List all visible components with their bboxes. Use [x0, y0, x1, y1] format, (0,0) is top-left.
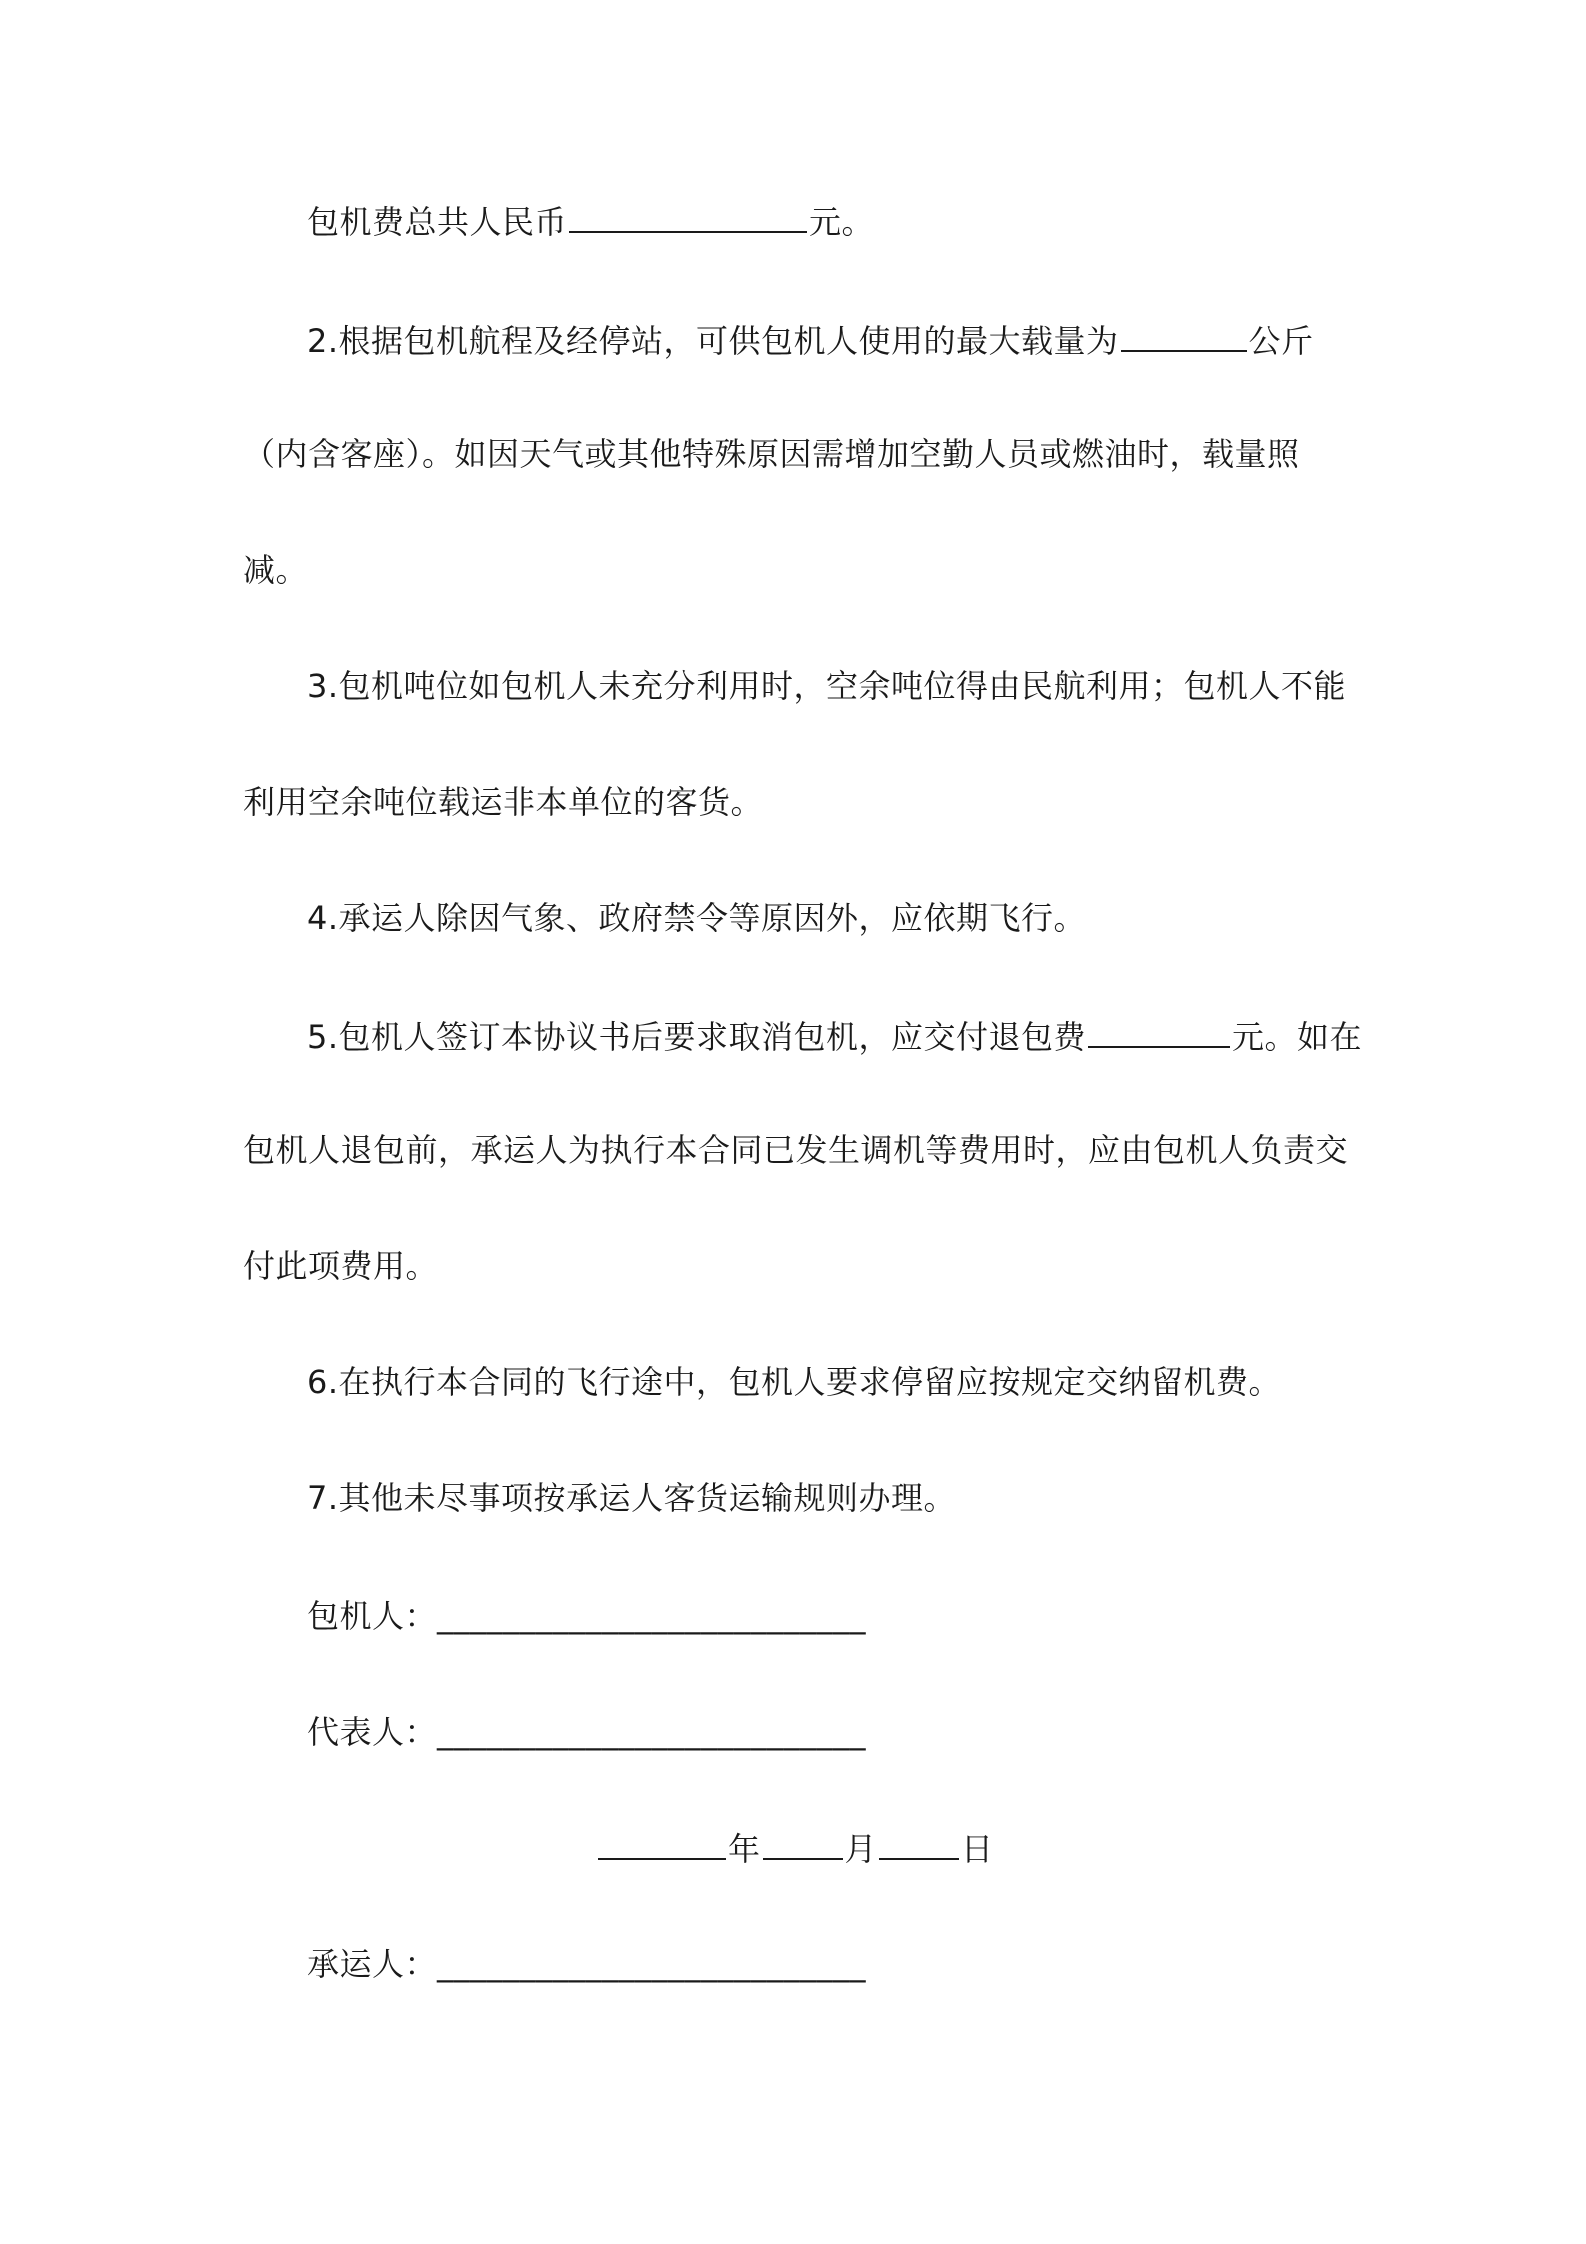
representative-blank: __________________________	[437, 1713, 867, 1751]
item-2-text-c: 减。	[243, 551, 309, 589]
fee-total-suffix: 元。	[809, 203, 875, 241]
fee-total-line	[307, 197, 874, 244]
item-3-text-a: 3.包机吨位如包机人未充分利用时，空余吨位得由民航利用；包机人不能	[307, 667, 1347, 705]
item-5-line-a	[307, 1012, 1362, 1059]
item-4-text: 4.承运人除因气象、政府禁令等原因外，应依期飞行。	[307, 899, 1087, 937]
representative-signature-line	[307, 1710, 866, 1754]
item-3-text-b: 利用空余吨位载运非本单位的客货。	[243, 783, 764, 821]
item-4-line	[307, 896, 1086, 940]
item-7-text: 7.其他未尽事项按承运人客货运输规则办理。	[307, 1479, 957, 1517]
charterer-blank: __________________________	[437, 1597, 867, 1635]
charterer-signature-line	[307, 1594, 866, 1638]
item-7-line	[307, 1476, 956, 1520]
item-5-prefix: 5.包机人签订本协议书后要求取消包机，应交付退包费	[307, 1018, 1087, 1056]
item-5-line-c	[243, 1244, 438, 1288]
item-5-suffix: 元。如在	[1232, 1018, 1363, 1056]
item-2-text-b: （内含客座）。如因天气或其他特殊原因需增加空勤人员或燃油时，载量照	[243, 435, 1300, 473]
item-6-line	[307, 1360, 1281, 1404]
item-5-line-b	[243, 1128, 1348, 1172]
fee-total-prefix: 包机费总共人民币	[307, 203, 568, 241]
year-blank	[598, 1824, 726, 1860]
item-2-line-a	[307, 316, 1314, 363]
carrier-label: 承运人：	[307, 1945, 438, 1983]
item-3-line-b	[243, 780, 763, 824]
charterer-label: 包机人：	[307, 1597, 438, 1635]
cancel-fee-blank	[1088, 1012, 1230, 1048]
item-6-text: 6.在执行本合同的飞行途中，包机人要求停留应按规定交纳留机费。	[307, 1363, 1282, 1401]
day-blank	[879, 1824, 959, 1860]
day-label: 日	[961, 1830, 994, 1868]
item-2-prefix: 2.根据包机航程及经停站，可供包机人使用的最大载量为	[307, 322, 1119, 360]
date-line	[596, 1824, 994, 1871]
item-3-line-a	[307, 664, 1346, 708]
max-load-blank	[1121, 316, 1247, 352]
item-2-suffix: 公斤	[1248, 322, 1314, 360]
item-5-text-c: 付此项费用。	[243, 1247, 439, 1285]
month-label: 月	[844, 1830, 878, 1868]
item-2-line-b	[243, 432, 1300, 476]
item-2-line-c	[243, 548, 308, 592]
month-blank	[763, 1824, 843, 1860]
fee-total-blank	[569, 197, 807, 233]
representative-label: 代表人：	[307, 1713, 438, 1751]
carrier-blank: __________________________	[437, 1945, 867, 1983]
carrier-signature-line	[307, 1942, 866, 1986]
year-label: 年	[728, 1830, 761, 1868]
item-5-text-b: 包机人退包前，承运人为执行本合同已发生调机等费用时，应由包机人负责交	[243, 1131, 1349, 1169]
